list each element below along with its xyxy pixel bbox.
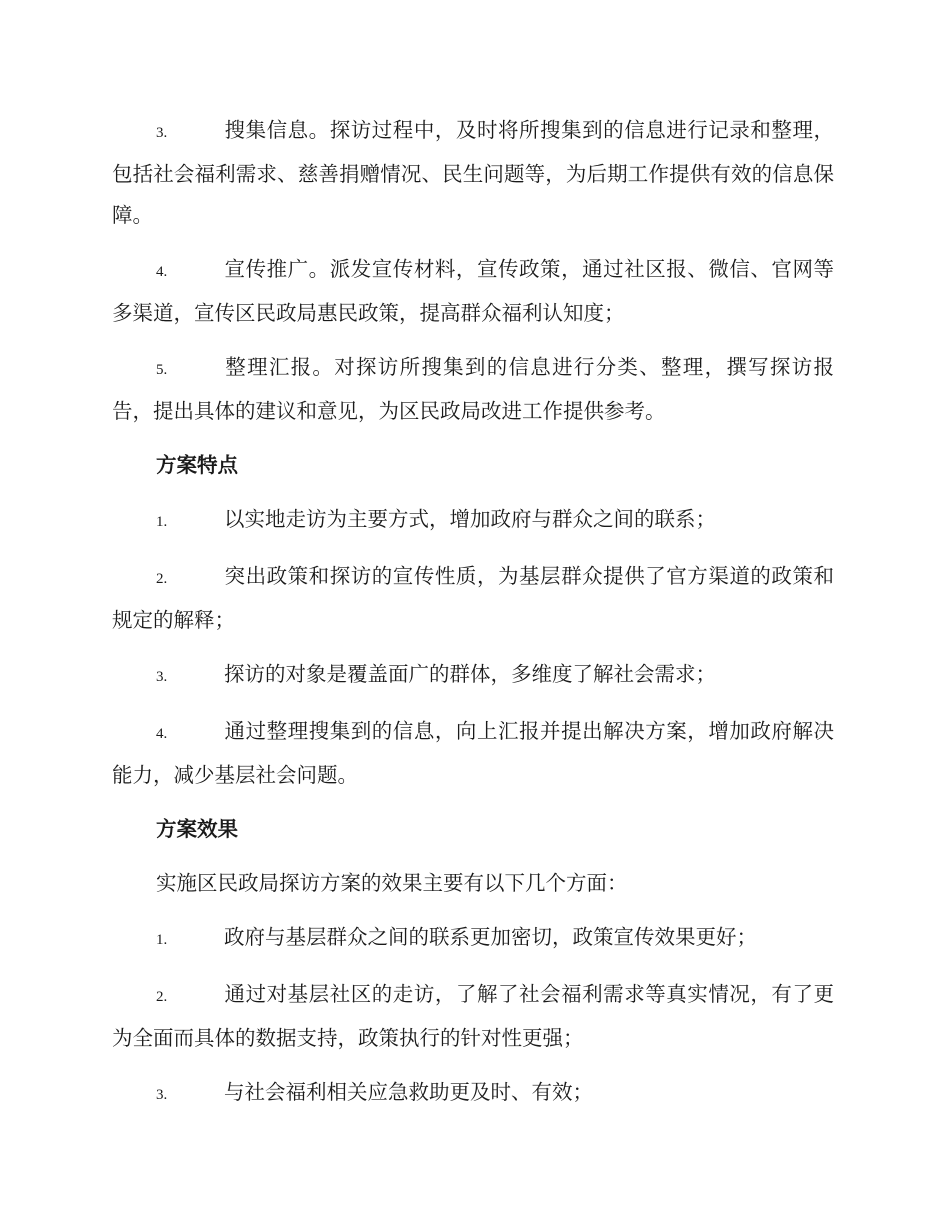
list-item (112, 974, 834, 1059)
list-item-text: 通过整理搜集到的信息，向上汇报并提出解决方案，增加政府解决能力，减少基层社会问题。 (112, 719, 834, 787)
list-item (112, 1072, 834, 1116)
list-item (112, 917, 834, 961)
section-heading-effects: 方案效果 (156, 817, 238, 841)
list-item-text: 通过对基层社区的走访，了解了社会福利需求等真实情况，有了更为全面而具体的数据支持，政策执行的针对性更强； (112, 982, 834, 1050)
features-list (112, 499, 834, 796)
list-item (112, 499, 834, 543)
list-item (112, 347, 834, 432)
list-item-number: 4. (156, 264, 168, 280)
list-item-number: 2. (156, 989, 168, 1005)
list-item-number: 3. (156, 669, 168, 685)
list-item-text: 搜集信息。探访过程中，及时将所搜集到的信息进行记录和整理，包括社会福利需求、慈善捐赠情况、民生问题等，为后期工作提供有效的信息保障。 (112, 118, 834, 227)
list-item-number: 1. (156, 932, 168, 948)
list-item-text: 与社会福利相关应急救助更及时、有效； (224, 1080, 593, 1104)
effects-intro-paragraph: 实施区民政局探访方案的效果主要有以下几个方面： (156, 871, 628, 895)
list-item (112, 711, 834, 796)
list-item-number: 1. (156, 514, 168, 530)
list-item-number: 5. (156, 362, 168, 378)
list-item-text: 宣传推广。派发宣传材料，宣传政策，通过社区报、微信、官网等多渠道，宣传区民政局惠民政策，提高群众福利认知度； (112, 257, 834, 325)
list-item-number: 4. (156, 726, 168, 742)
list-item-text: 政府与基层群众之间的联系更加密切，政策宣传效果更好； (224, 925, 757, 949)
list-item (112, 654, 834, 698)
list-item-text: 突出政策和探访的宣传性质，为基层群众提供了官方渠道的政策和规定的解释； (112, 564, 834, 632)
list-item (112, 249, 834, 334)
section-heading-features: 方案特点 (156, 453, 238, 477)
effects-list (112, 917, 834, 1116)
list-item-text: 探访的对象是覆盖面广的群体，多维度了解社会需求； (224, 662, 716, 686)
list-item-text: 整理汇报。对探访所搜集到的信息进行分类、整理，撰写探访报告，提出具体的建议和意见，为区民政局改进工作提供参考。 (112, 355, 834, 423)
list-item (112, 110, 834, 236)
list-item (112, 556, 834, 641)
work-steps-list (112, 110, 834, 432)
document-page (112, 110, 834, 1129)
list-item-number: 3. (156, 1087, 168, 1103)
list-item-number: 2. (156, 571, 168, 587)
list-item-number: 3. (156, 125, 168, 141)
list-item-text: 以实地走访为主要方式，增加政府与群众之间的联系； (224, 507, 716, 531)
